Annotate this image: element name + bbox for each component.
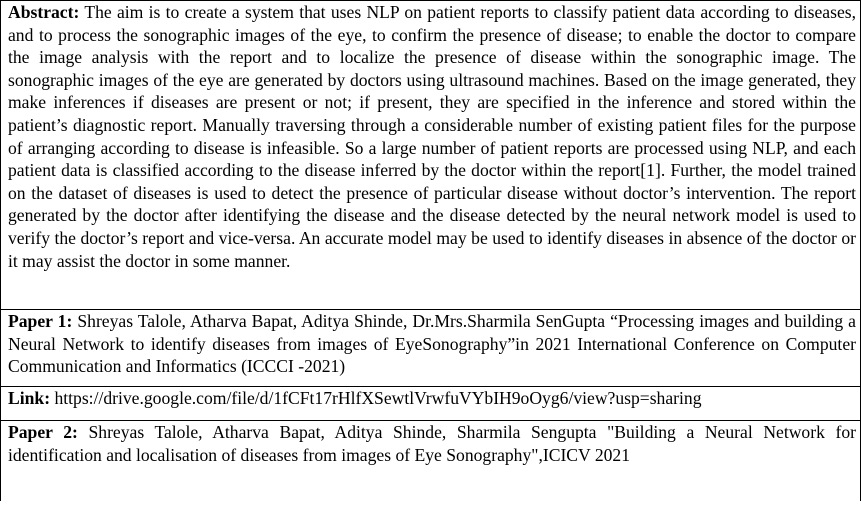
abstract-label: Abstract: <box>8 2 80 22</box>
paper2-label: Paper 2: <box>8 422 78 442</box>
link-cell <box>1 387 861 421</box>
abstract-text: The aim is to create a system that uses NLP on patient reports to classify patient data according to diseases, and to process the sonographic images of the eye, to confirm the presence of disease; to enable the doctor to compare the image analysis with the report and to localize the presence of disease within the sonographic image. The sonographic images of the eye are generated by doctors using ultrasound machines. Based on the image generated, they make inferences if diseases are present or not; if present, they are specified in the inference and stored within the patient’s diagnostic report. Manually traversing through a considerable number of existing patient files for the purpose of arranging according to disease is infeasible. So a large number of patient reports are processed using NLP, and each patient data is classified according to the disease inferred by the doctor within the report[1]. Further, the model trained on the dataset of diseases is used to detect the presence of particular disease without doctor’s intervention. The report generated by the doctor after identifying the disease and the disease detected by the neural network model is used to verify the doctor’s report and vice-versa. An accurate model may be used to identify diseases in absence of the doctor or it may assist the doctor in some manner. <box>8 2 856 271</box>
link-label: Link: <box>8 388 51 408</box>
link-row <box>1 387 861 421</box>
paper1-row <box>1 310 861 387</box>
link-url[interactable]: https://drive.google.com/file/d/1fCFt17rHlfXSewtlVrwfuVYbIH9oOyg6/view?usp=sharing <box>50 388 702 408</box>
paper2-text: Shreyas Talole, Atharva Bapat, Aditya Shinde, Sharmila Sengupta "Building a Neural Network for identification and localisation of diseases from images of Eye Sonography",ICICV 2021 <box>8 422 856 465</box>
paper2-cell <box>1 421 861 502</box>
paper1-label: Paper 1: <box>8 311 73 331</box>
paper1-text: Shreyas Talole, Atharva Bapat, Aditya Shinde, Dr.Mrs.Sharmila SenGupta “Processing images and building a Neural Network to identify diseases from images of EyeSonography”in 2021 International Conference on Computer Communication and Informatics (ICCCI -2021) <box>8 311 856 377</box>
abstract-cell <box>1 1 861 310</box>
paper1-cell <box>1 310 861 387</box>
paper2-row <box>1 421 861 502</box>
abstract-row <box>1 1 861 310</box>
